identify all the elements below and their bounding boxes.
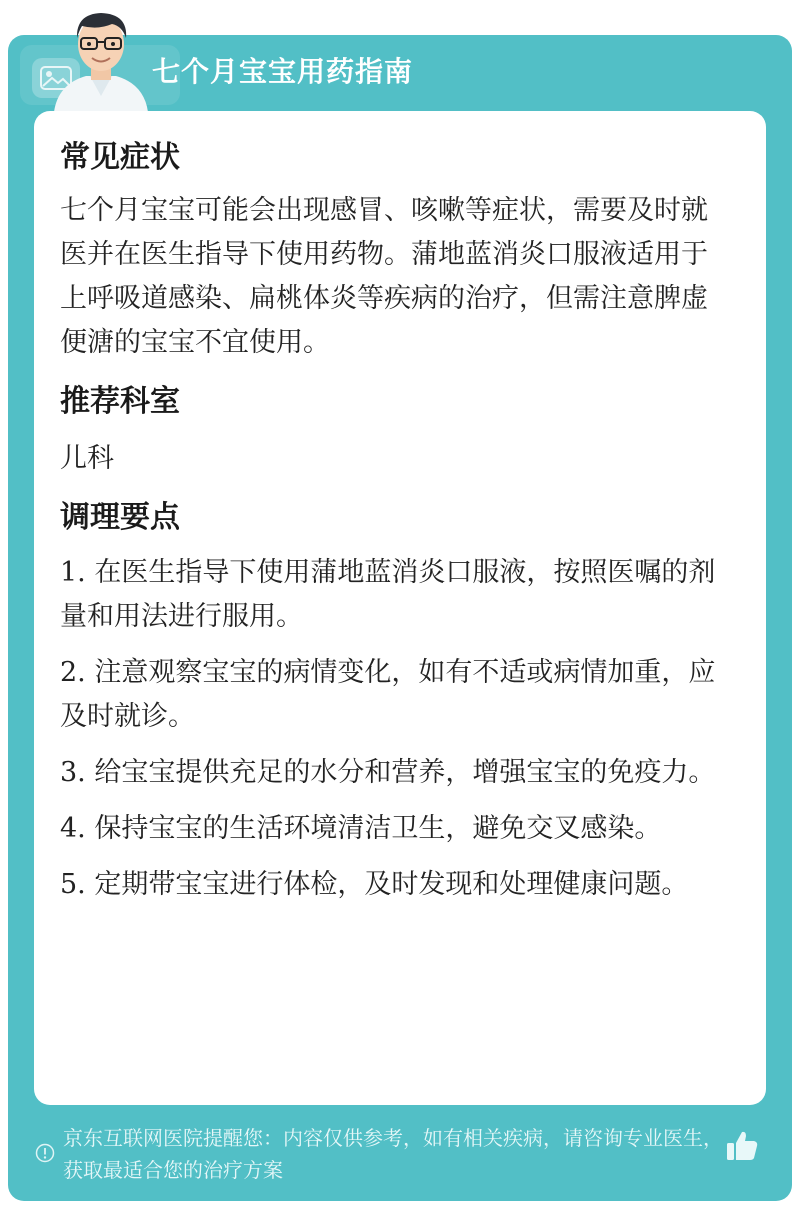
list-item-number: 4. — [60, 813, 86, 844]
section-title-care-tips: 调理要点 — [60, 500, 180, 535]
list-item — [60, 651, 728, 739]
disclaimer-text: 京东互联网医院提醒您：内容仅供参考，如有相关疾病，请咨询专业医生，获取最适合您的治疗方案 — [63, 1126, 723, 1182]
list-item — [60, 863, 728, 907]
list-item-text: 保持宝宝的生活环境清洁卫生，避免交叉感染。 — [94, 813, 662, 844]
list-item-text: 在医生指导下使用蒲地蓝消炎口服液，按照医嘱的剂量和用法进行服用。 — [60, 557, 716, 632]
content-panel — [34, 111, 766, 1105]
symptoms-text: 七个月宝宝可能会出现感冒、咳嗽等症状，需要及时就医并在医生指导下使用药物。蒲地蓝消炎口服液适用于上呼吸道感染、扁桃体炎等疾病的治疗，但需注意脾虚便溏的宝宝不宜使用。 — [60, 195, 708, 358]
thumbs-up-icon[interactable] — [724, 1128, 760, 1164]
doctor-avatar-icon — [46, 4, 156, 112]
department-text: 儿科 — [60, 443, 114, 474]
list-item — [60, 551, 728, 639]
care-tips-list — [60, 551, 728, 907]
page-title: 七个月宝宝用药指南 — [152, 55, 414, 88]
content-body — [60, 131, 728, 919]
list-item-text: 注意观察宝宝的病情变化，如有不适或病情加重，应及时就诊。 — [60, 657, 716, 732]
section-title-department: 推荐科室 — [60, 384, 180, 419]
section-title-symptoms: 常见症状 — [60, 140, 180, 175]
list-item-text: 定期带宝宝进行体检，及时发现和处理健康问题。 — [94, 869, 689, 900]
list-item-number: 2. — [60, 657, 86, 688]
list-item — [60, 751, 728, 795]
list-item-number: 1. — [60, 557, 86, 588]
list-item-number: 5. — [60, 869, 86, 900]
list-item — [60, 807, 728, 851]
list-item-number: 3. — [60, 757, 86, 788]
list-item-text: 给宝宝提供充足的水分和营养，增强宝宝的免疫力。 — [94, 757, 716, 788]
info-icon — [35, 1143, 55, 1163]
